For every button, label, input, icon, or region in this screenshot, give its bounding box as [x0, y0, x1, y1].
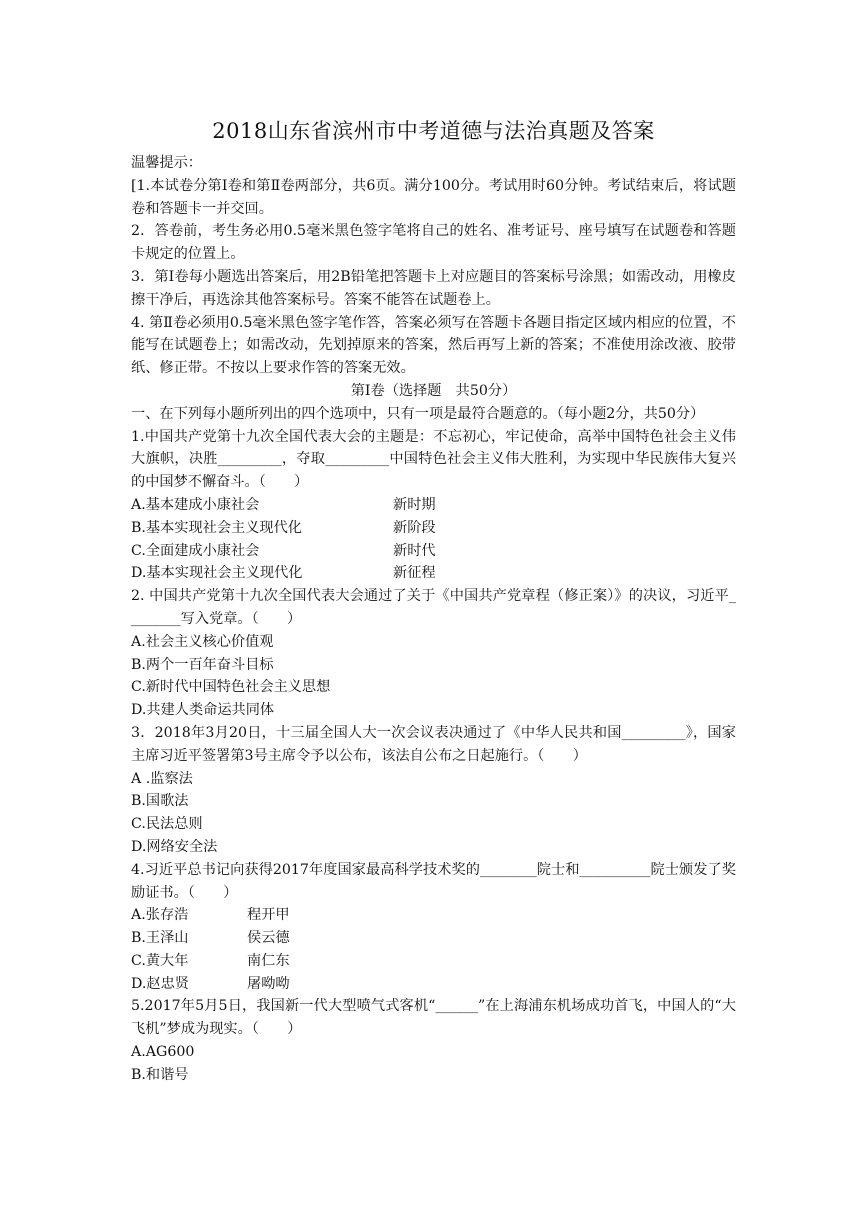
question-1-stem: 1.中国共产党第十九次全国代表大会的主题是：不忘初心，牢记使命，高举中国特色社会主义伟大旗帜，决胜_________，夺取_________中国特色社会主义伟大胜利，为实现中华民族伟大复兴的中国梦不懈奋斗。（ ） — [131, 428, 736, 491]
question-2-option-b: B.两个一百年奋斗目标 — [131, 656, 274, 673]
document-body — [131, 152, 736, 1087]
option-part-1: A.张存浩 — [131, 907, 189, 924]
question-2-stem: 2. 中国共产党第十九次全国代表大会通过了关于《中国共产党章程（修正案）》的决议，习近平________写入党章。（ ） — [131, 588, 736, 627]
question-5-option-b: B.和谐号 — [131, 1066, 189, 1083]
option-part-2: 南仁东 — [247, 952, 290, 969]
option-part-2: 侯云德 — [247, 930, 290, 947]
question-1-option-d — [131, 562, 736, 585]
question-3-option-a: A .监察法 — [131, 770, 193, 787]
option-part-1: C.全面建成小康社会 — [131, 542, 260, 559]
question-4-stem: 4.习近平总书记向获得2017年度国家最高科学技术奖的________院士和__________院士颁发了奖励证书。（ ） — [131, 861, 736, 901]
question-3-option-b: B.国歌法 — [131, 793, 189, 810]
option-part-2: 新阶段 — [393, 519, 436, 536]
document-page — [131, 0, 736, 1087]
question-3-option-c: C.民法总则 — [131, 816, 203, 833]
question-3-option-d: D.网络安全法 — [131, 838, 218, 855]
question-3-stem: 3．2018年3月20日，十三届全国人大一次会议表决通过了《中华人民共和国_________》，国家主席习近平签署第3号主席令予以公布，该法自公布之日起施行。（ ） — [131, 724, 736, 764]
document-title: 2018山东省滨州市中考道德与法治真题及答案 — [212, 119, 655, 143]
question-1-option-b — [131, 517, 736, 540]
option-part-2: 程开甲 — [247, 907, 290, 924]
question-4-option-c — [131, 950, 736, 973]
question-2-option-c: C.新时代中国特色社会主义思想 — [131, 679, 331, 696]
option-part-2: 屠呦呦 — [247, 975, 290, 992]
tip-item: 4. 第Ⅱ卷必须用0.5毫米黑色签字笔作答，答案必须写在答题卡各题目指定区域内相应的位置，不能写在试题卷上；如需改动，先划掉原来的答案，然后再写上新的答案；不准使用涂改液、胶带纸、修正带。不按以上要求作答的答案无效。 — [131, 314, 736, 377]
question-2-option-d: D.共建人类命运共同体 — [131, 702, 275, 719]
tip-item: 3．第Ⅰ卷每小题选出答案后，用2B铅笔把答题卡上对应题目的答案标号涂黑；如需改动，用橡皮擦干净后，再选涂其他答案标号。答案不能答在试题卷上。 — [131, 268, 736, 308]
option-part-1: D.基本实现社会主义现代化 — [131, 565, 303, 582]
question-2-option-a: A.社会主义核心价值观 — [131, 633, 274, 650]
section-instruction: 一、在下列每小题所列出的四个选项中，只有一项是最符合题意的。（每小题2分，共50分） — [131, 405, 705, 422]
option-part-2: 新征程 — [393, 565, 436, 582]
tip-item: [1.本试卷分第Ⅰ卷和第Ⅱ卷两部分，共6页。满分100分。考试用时60分钟。考试结束后，将试题卷和答题卡一并交回。 — [131, 177, 736, 217]
option-part-1: B.王泽山 — [131, 930, 189, 947]
option-part-1: B.基本实现社会主义现代化 — [131, 519, 302, 536]
option-part-1: A.基本建成小康社会 — [131, 496, 260, 513]
question-4-option-b — [131, 927, 736, 950]
question-5-stem: 5.2017年5月5日，我国新一代大型喷气式客机“______”在上海浦东机场成功首飞，中国人的“大飞机”梦成为现实。（ ） — [131, 998, 736, 1038]
question-1-option-c — [131, 540, 736, 563]
tips-label: 温馨提示： — [131, 155, 202, 171]
tip-item: 2．答卷前，考生务必用0.5毫米黑色签字笔将自己的姓名、准考证号、座号填写在试题卷和答题卡规定的位置上。 — [131, 223, 736, 263]
question-4-option-d — [131, 973, 736, 996]
section-heading: 第Ⅰ卷（选择题 共50分） — [350, 382, 517, 399]
question-5-option-a: A.AG600 — [131, 1044, 195, 1061]
question-1-option-a — [131, 494, 736, 517]
option-part-1: D.赵忠贤 — [131, 975, 189, 992]
question-4-option-a — [131, 904, 736, 927]
option-part-2: 新时期 — [393, 496, 436, 513]
option-part-2: 新时代 — [393, 542, 436, 559]
option-part-1: C.黄大年 — [131, 952, 189, 969]
